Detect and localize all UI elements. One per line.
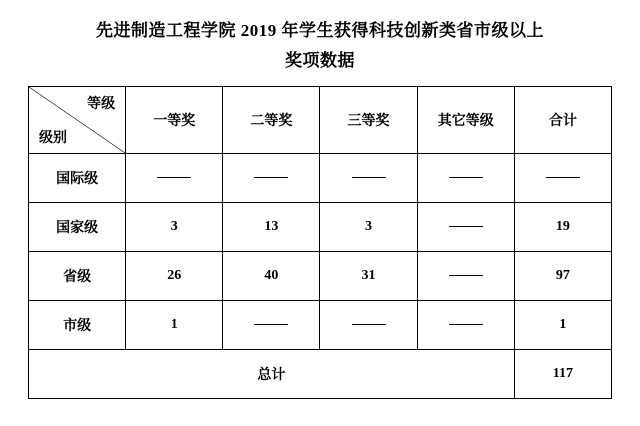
cell-international-first xyxy=(126,154,223,203)
cell-municipal-third xyxy=(320,301,417,350)
dash-mark-icon xyxy=(449,275,483,276)
column-header-third-prize: 三等奖 xyxy=(320,87,417,154)
dash-mark-icon xyxy=(449,226,483,227)
cell-national-subtotal: 19 xyxy=(514,203,611,252)
row-label-municipal: 市级 xyxy=(29,301,126,350)
page-title xyxy=(0,0,640,76)
dash-mark-icon xyxy=(352,177,386,178)
award-table-wrapper xyxy=(28,86,612,399)
corner-level-label: 级别 xyxy=(39,131,67,146)
column-header-other-prize: 其它等级 xyxy=(417,87,514,154)
page-title-line1: 先进制造工程学院 2019 年学生获得科技创新类省市级以上 xyxy=(96,21,544,40)
cell-international-third xyxy=(320,154,417,203)
dash-mark-icon xyxy=(254,177,288,178)
dash-mark-icon xyxy=(157,177,191,178)
table-row xyxy=(29,301,612,350)
corner-grade-label: 等级 xyxy=(87,97,116,112)
cell-international-subtotal xyxy=(514,154,611,203)
total-value: 117 xyxy=(514,350,611,399)
cell-provincial-other xyxy=(417,252,514,301)
table-header-row xyxy=(29,87,612,154)
cell-national-third: 3 xyxy=(320,203,417,252)
table-row xyxy=(29,154,612,203)
dash-mark-icon xyxy=(449,177,483,178)
cell-provincial-second: 40 xyxy=(223,252,320,301)
column-header-first-prize: 一等奖 xyxy=(126,87,223,154)
column-header-second-prize: 二等奖 xyxy=(223,87,320,154)
table-corner-cell xyxy=(29,87,126,154)
table-row xyxy=(29,203,612,252)
column-header-subtotal: 合计 xyxy=(514,87,611,154)
dash-mark-icon xyxy=(449,324,483,325)
row-label-provincial: 省级 xyxy=(29,252,126,301)
cell-provincial-third: 31 xyxy=(320,252,417,301)
dash-mark-icon xyxy=(352,324,386,325)
cell-provincial-first: 26 xyxy=(126,252,223,301)
table-total-row xyxy=(29,350,612,399)
row-label-international: 国际级 xyxy=(29,154,126,203)
table-row xyxy=(29,252,612,301)
dash-mark-icon xyxy=(254,324,288,325)
row-label-national: 国家级 xyxy=(29,203,126,252)
award-data-table xyxy=(28,86,612,399)
dash-mark-icon xyxy=(546,177,580,178)
cell-municipal-subtotal: 1 xyxy=(514,301,611,350)
cell-provincial-subtotal: 97 xyxy=(514,252,611,301)
cell-international-other xyxy=(417,154,514,203)
cell-municipal-second xyxy=(223,301,320,350)
cell-national-second: 13 xyxy=(223,203,320,252)
total-label: 总计 xyxy=(29,350,515,399)
page-title-line2: 奖项数据 xyxy=(285,51,355,70)
cell-national-other xyxy=(417,203,514,252)
cell-municipal-other xyxy=(417,301,514,350)
cell-national-first: 3 xyxy=(126,203,223,252)
cell-municipal-first: 1 xyxy=(126,301,223,350)
cell-international-second xyxy=(223,154,320,203)
